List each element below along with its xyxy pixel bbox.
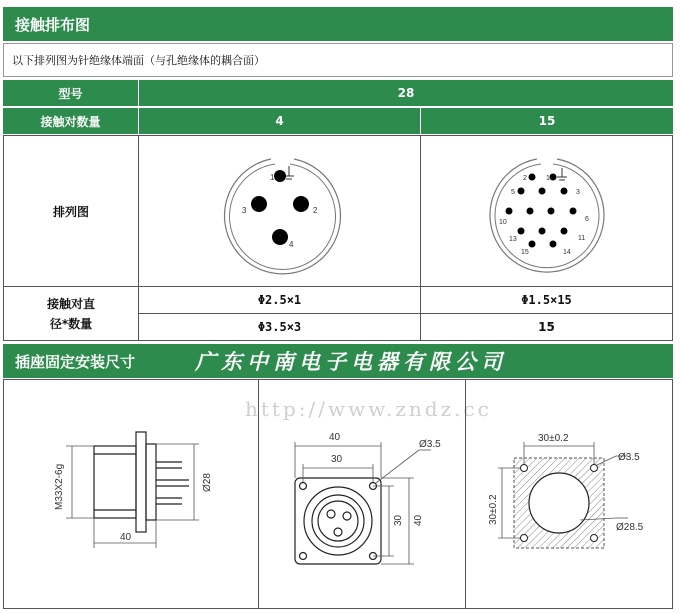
layout-label-cell (3, 135, 139, 287)
dia-b2: 15 (538, 320, 555, 334)
side-view-drawing (4, 380, 260, 610)
count-a: 4 (275, 114, 284, 128)
section-header-contact-layout (3, 7, 673, 41)
model-label: 型号 (58, 86, 83, 101)
side-view-panel (3, 379, 259, 609)
pin-label: 1 (546, 175, 550, 182)
cutout-width: 30±0.2 (538, 433, 569, 444)
front-hole-dim: Ø3.5 (419, 439, 441, 450)
pin-label: 5 (511, 189, 515, 196)
pin-label: 3 (576, 189, 580, 196)
diameter-label-line2: 径*数量 (49, 316, 93, 331)
cutout-height: 30±0.2 (488, 494, 499, 525)
panel-cutout-drawing (466, 380, 674, 610)
cutout-hole-dim: Ø3.5 (618, 452, 640, 463)
panel-cutout-panel (465, 379, 673, 609)
layout-15pin-cell (420, 135, 673, 287)
model-value: 28 (397, 86, 415, 100)
section2-title: 插座固定安装尺寸 (15, 352, 136, 371)
front-view-panel (258, 379, 466, 609)
front-inner-height: 30 (393, 514, 404, 526)
pin-layout-4-diagram (139, 136, 422, 288)
model-value-cell (139, 80, 673, 106)
pin-layout-15-diagram (421, 136, 674, 288)
front-view-drawing (259, 380, 467, 610)
count-a-cell (139, 108, 420, 134)
thread-dim: M33X2-6g (54, 463, 65, 510)
layout-label: 排列图 (52, 204, 89, 219)
pin-label: 4 (289, 240, 294, 249)
cutout-dia: Ø28.5 (616, 522, 644, 533)
dia-a2-cell (138, 313, 421, 341)
count-label: 接触对数量 (40, 114, 101, 129)
count-b: 15 (538, 114, 556, 128)
pin-label: 1 (270, 173, 275, 182)
layout-note-text: 以下排列图为针绝缘体端面（与孔绝缘体的耦合面） (12, 54, 265, 67)
count-label-cell (3, 108, 138, 134)
diameter-label-cell (3, 286, 139, 341)
pin-label: 3 (242, 206, 247, 215)
section-title: 接触排布图 (15, 15, 91, 34)
pin-label: 6 (585, 216, 589, 223)
front-outer-height: 40 (413, 514, 424, 526)
pin-label: 2 (313, 206, 318, 215)
dia-dim: Ø28 (202, 473, 213, 492)
dia-b1: Φ1.5×15 (521, 293, 572, 307)
pin-label: 11 (578, 235, 586, 242)
dia-b2-cell (420, 313, 673, 341)
model-label-cell (3, 80, 138, 106)
diameter-label-line1: 接触对直 (46, 296, 95, 311)
website-watermark: http://www.zndz.cc (245, 397, 492, 421)
dia-a1: Φ2.5×1 (257, 293, 302, 307)
front-outer-width: 40 (329, 432, 341, 443)
front-inner-width: 30 (331, 454, 343, 465)
length-dim: 40 (120, 532, 132, 543)
pin-label: 13 (509, 236, 517, 243)
layout-4pin-cell (138, 135, 421, 287)
dia-a2: Φ3.5×3 (257, 320, 302, 334)
layout-note (3, 43, 673, 77)
pin-label: 15 (521, 249, 529, 256)
dia-b1-cell (420, 286, 673, 314)
company-name: 广东中南电子电器有限公司 (195, 349, 507, 374)
count-b-cell (421, 108, 673, 134)
section-header-mounting (3, 344, 673, 378)
pin-label: 2 (523, 175, 527, 182)
pin-label: 10 (499, 219, 507, 226)
dia-a1-cell (138, 286, 421, 314)
pin-label: 14 (563, 249, 571, 256)
